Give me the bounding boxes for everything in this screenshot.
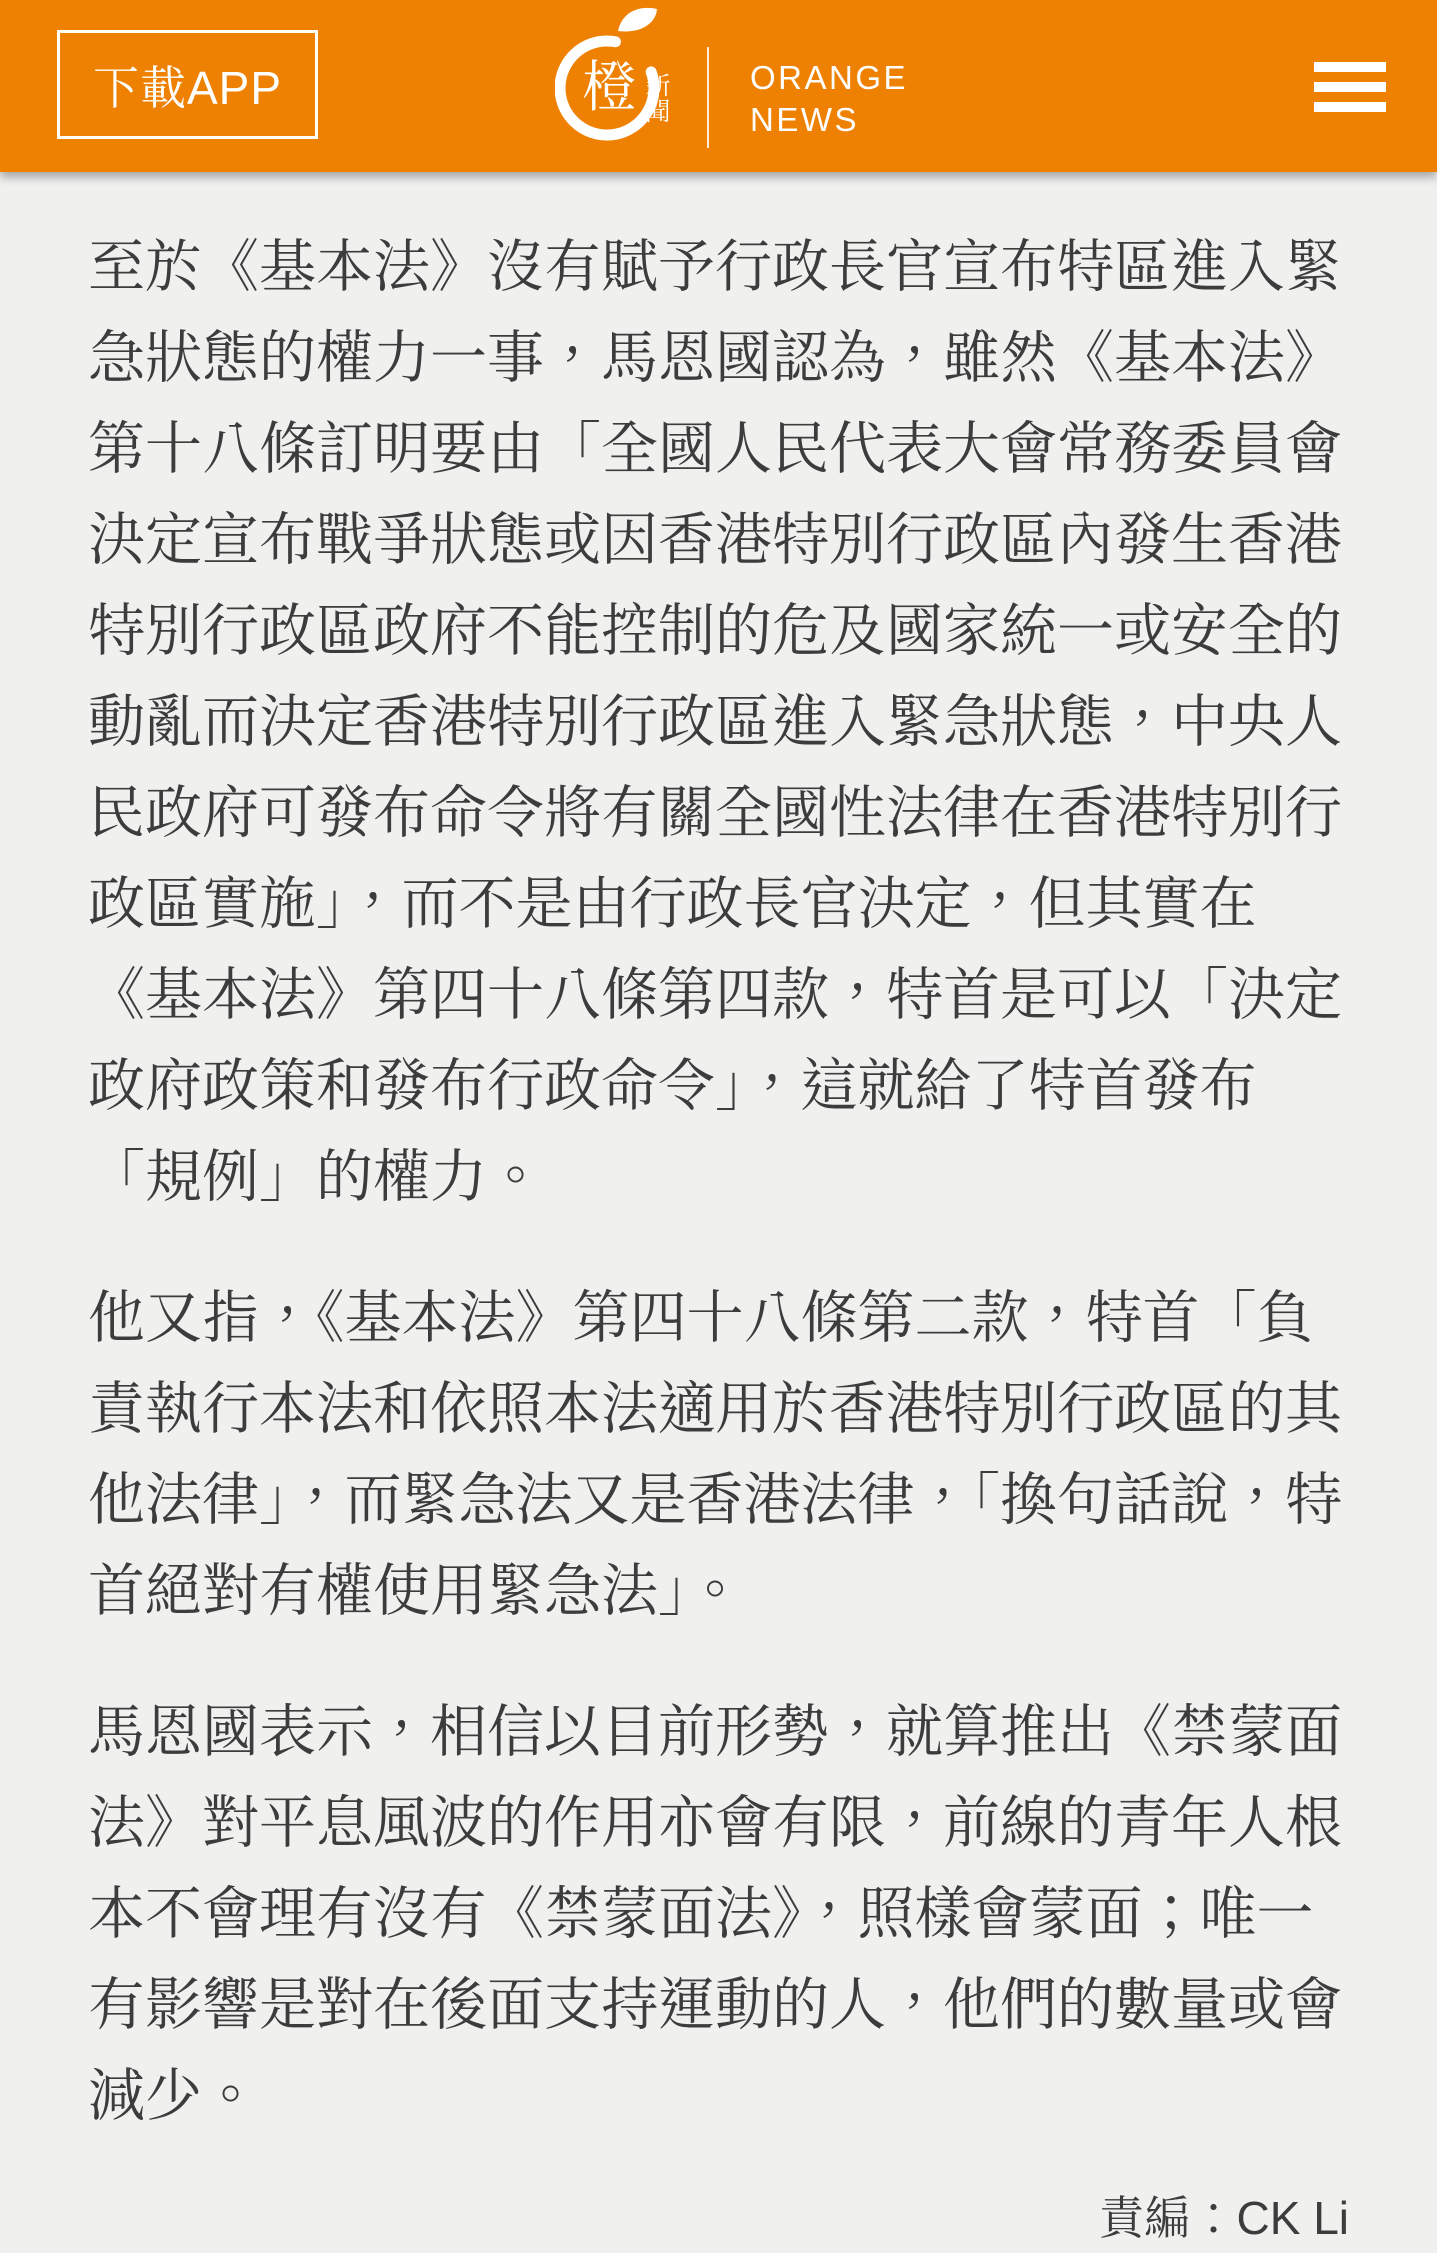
logo-wordmark (750, 57, 908, 141)
logo-divider (707, 47, 709, 148)
leaf-icon (618, 8, 657, 32)
editor-credit: 責編：CK Li (1098, 2192, 1349, 2244)
hamburger-icon (1314, 102, 1386, 112)
menu-button[interactable] (1314, 62, 1386, 112)
article-paragraph: 他又指，《基本法》第四十八條第二款，特首「負責執行本法和依照本法適用於香港特別行政區的其他法律」，而緊急法又是香港法律，「換句話說，特首絕對有權使用緊急法」。 (88, 1286, 1342, 1623)
wordmark-line-1: ORANGE (750, 59, 909, 96)
article-paragraph: 馬恩國表示，相信以目前形勢，就算推出《禁蒙面法》對平息風波的作用亦會有限，前線的青年人根本不會理有沒有《禁蒙面法》，照樣會蒙面；唯一有影響是對在後面支持運動的人，他們的數量或會減少。 (88, 1700, 1342, 2128)
article-body (0, 172, 1437, 2244)
download-app-button[interactable]: 下載APP (57, 30, 318, 139)
wordmark-line-2: NEWS (750, 101, 859, 138)
logo-orange-character: 橙 (582, 56, 638, 118)
article-paragraph: 至於《基本法》沒有賦予行政長官宣布特區進入緊急狀態的權力一事，馬恩國認為，雖然《基本法》第十八條訂明要由「全國人民代表大會常務委員會決定宣布戰爭狀態或因香港特別行政區內發生香港特別行政區政府不能控制的危及國家統一或安全的動亂而決定香港特別行政區進入緊急狀態，中央人民政府可發布命令將有關全國性法律在香港特別行政區實施」，而不是由行政長官決定，但其實在《基本法》第四十八條第四款，特首是可以「決定政府政策和發布行政命令」，這就給了特首發布「規例」的權力。 (88, 235, 1342, 1209)
orange-news-logo[interactable] (548, 0, 908, 172)
hamburger-icon (1314, 82, 1386, 92)
hamburger-icon (1314, 62, 1386, 72)
logo-chinese-name: 新聞 (642, 72, 670, 124)
app-header (0, 0, 1437, 172)
